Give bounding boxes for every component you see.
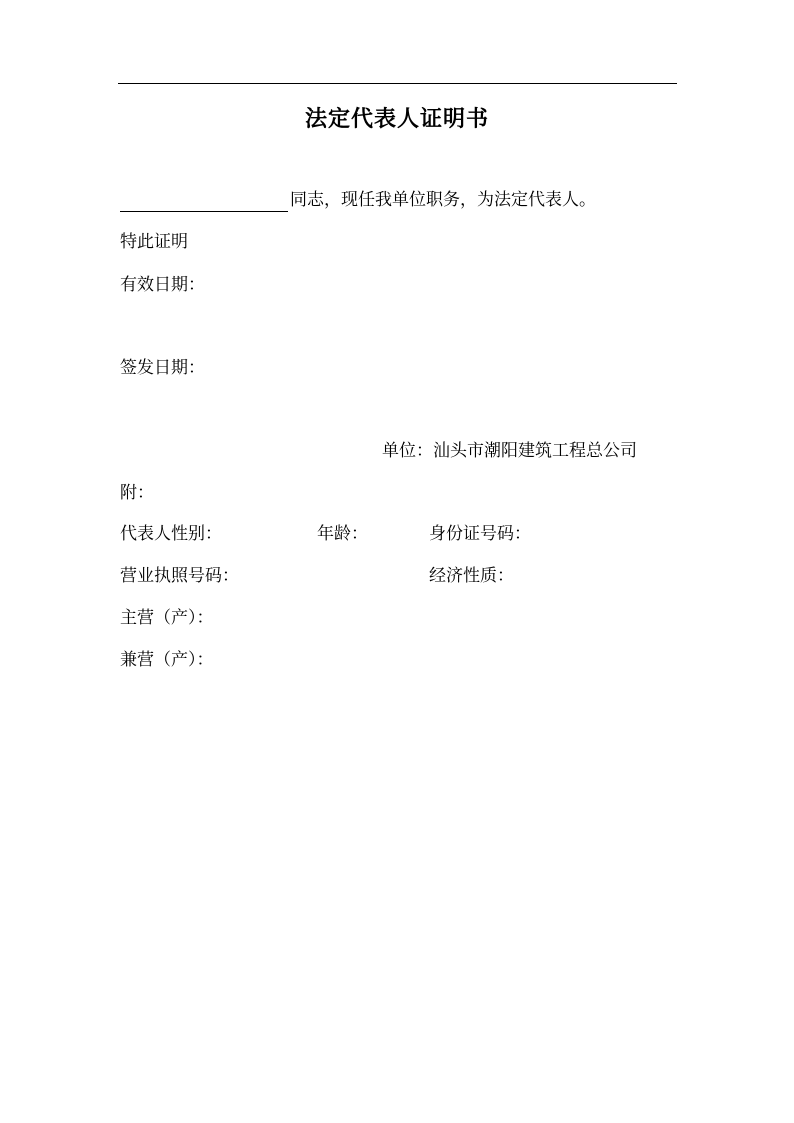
economic-nature-label: 经济性质： bbox=[429, 566, 514, 586]
attachment-label: 附： bbox=[120, 483, 154, 503]
age-label: 年龄： bbox=[317, 524, 368, 544]
side-business-label: 兼营（产）： bbox=[120, 650, 214, 670]
unit-label: 单位：汕头市潮阳建筑工程总公司 bbox=[382, 441, 637, 461]
rep-gender-label: 代表人性别： bbox=[120, 524, 222, 544]
issue-date-label: 签发日期： bbox=[120, 358, 205, 378]
certify-text: 特此证明 bbox=[120, 232, 188, 252]
license-number-label: 营业执照号码： bbox=[120, 566, 239, 586]
statement-line bbox=[120, 188, 596, 212]
header-rule bbox=[118, 83, 677, 84]
main-business-label: 主营（产）： bbox=[120, 608, 214, 628]
valid-date-label: 有效日期： bbox=[120, 275, 205, 295]
page-title: 法定代表人证明书 bbox=[304, 106, 489, 132]
name-blank bbox=[120, 193, 288, 212]
id-number-label: 身份证号码： bbox=[429, 524, 531, 544]
statement-text: 同志，现任我单位职务，为法定代表人。 bbox=[290, 190, 596, 210]
